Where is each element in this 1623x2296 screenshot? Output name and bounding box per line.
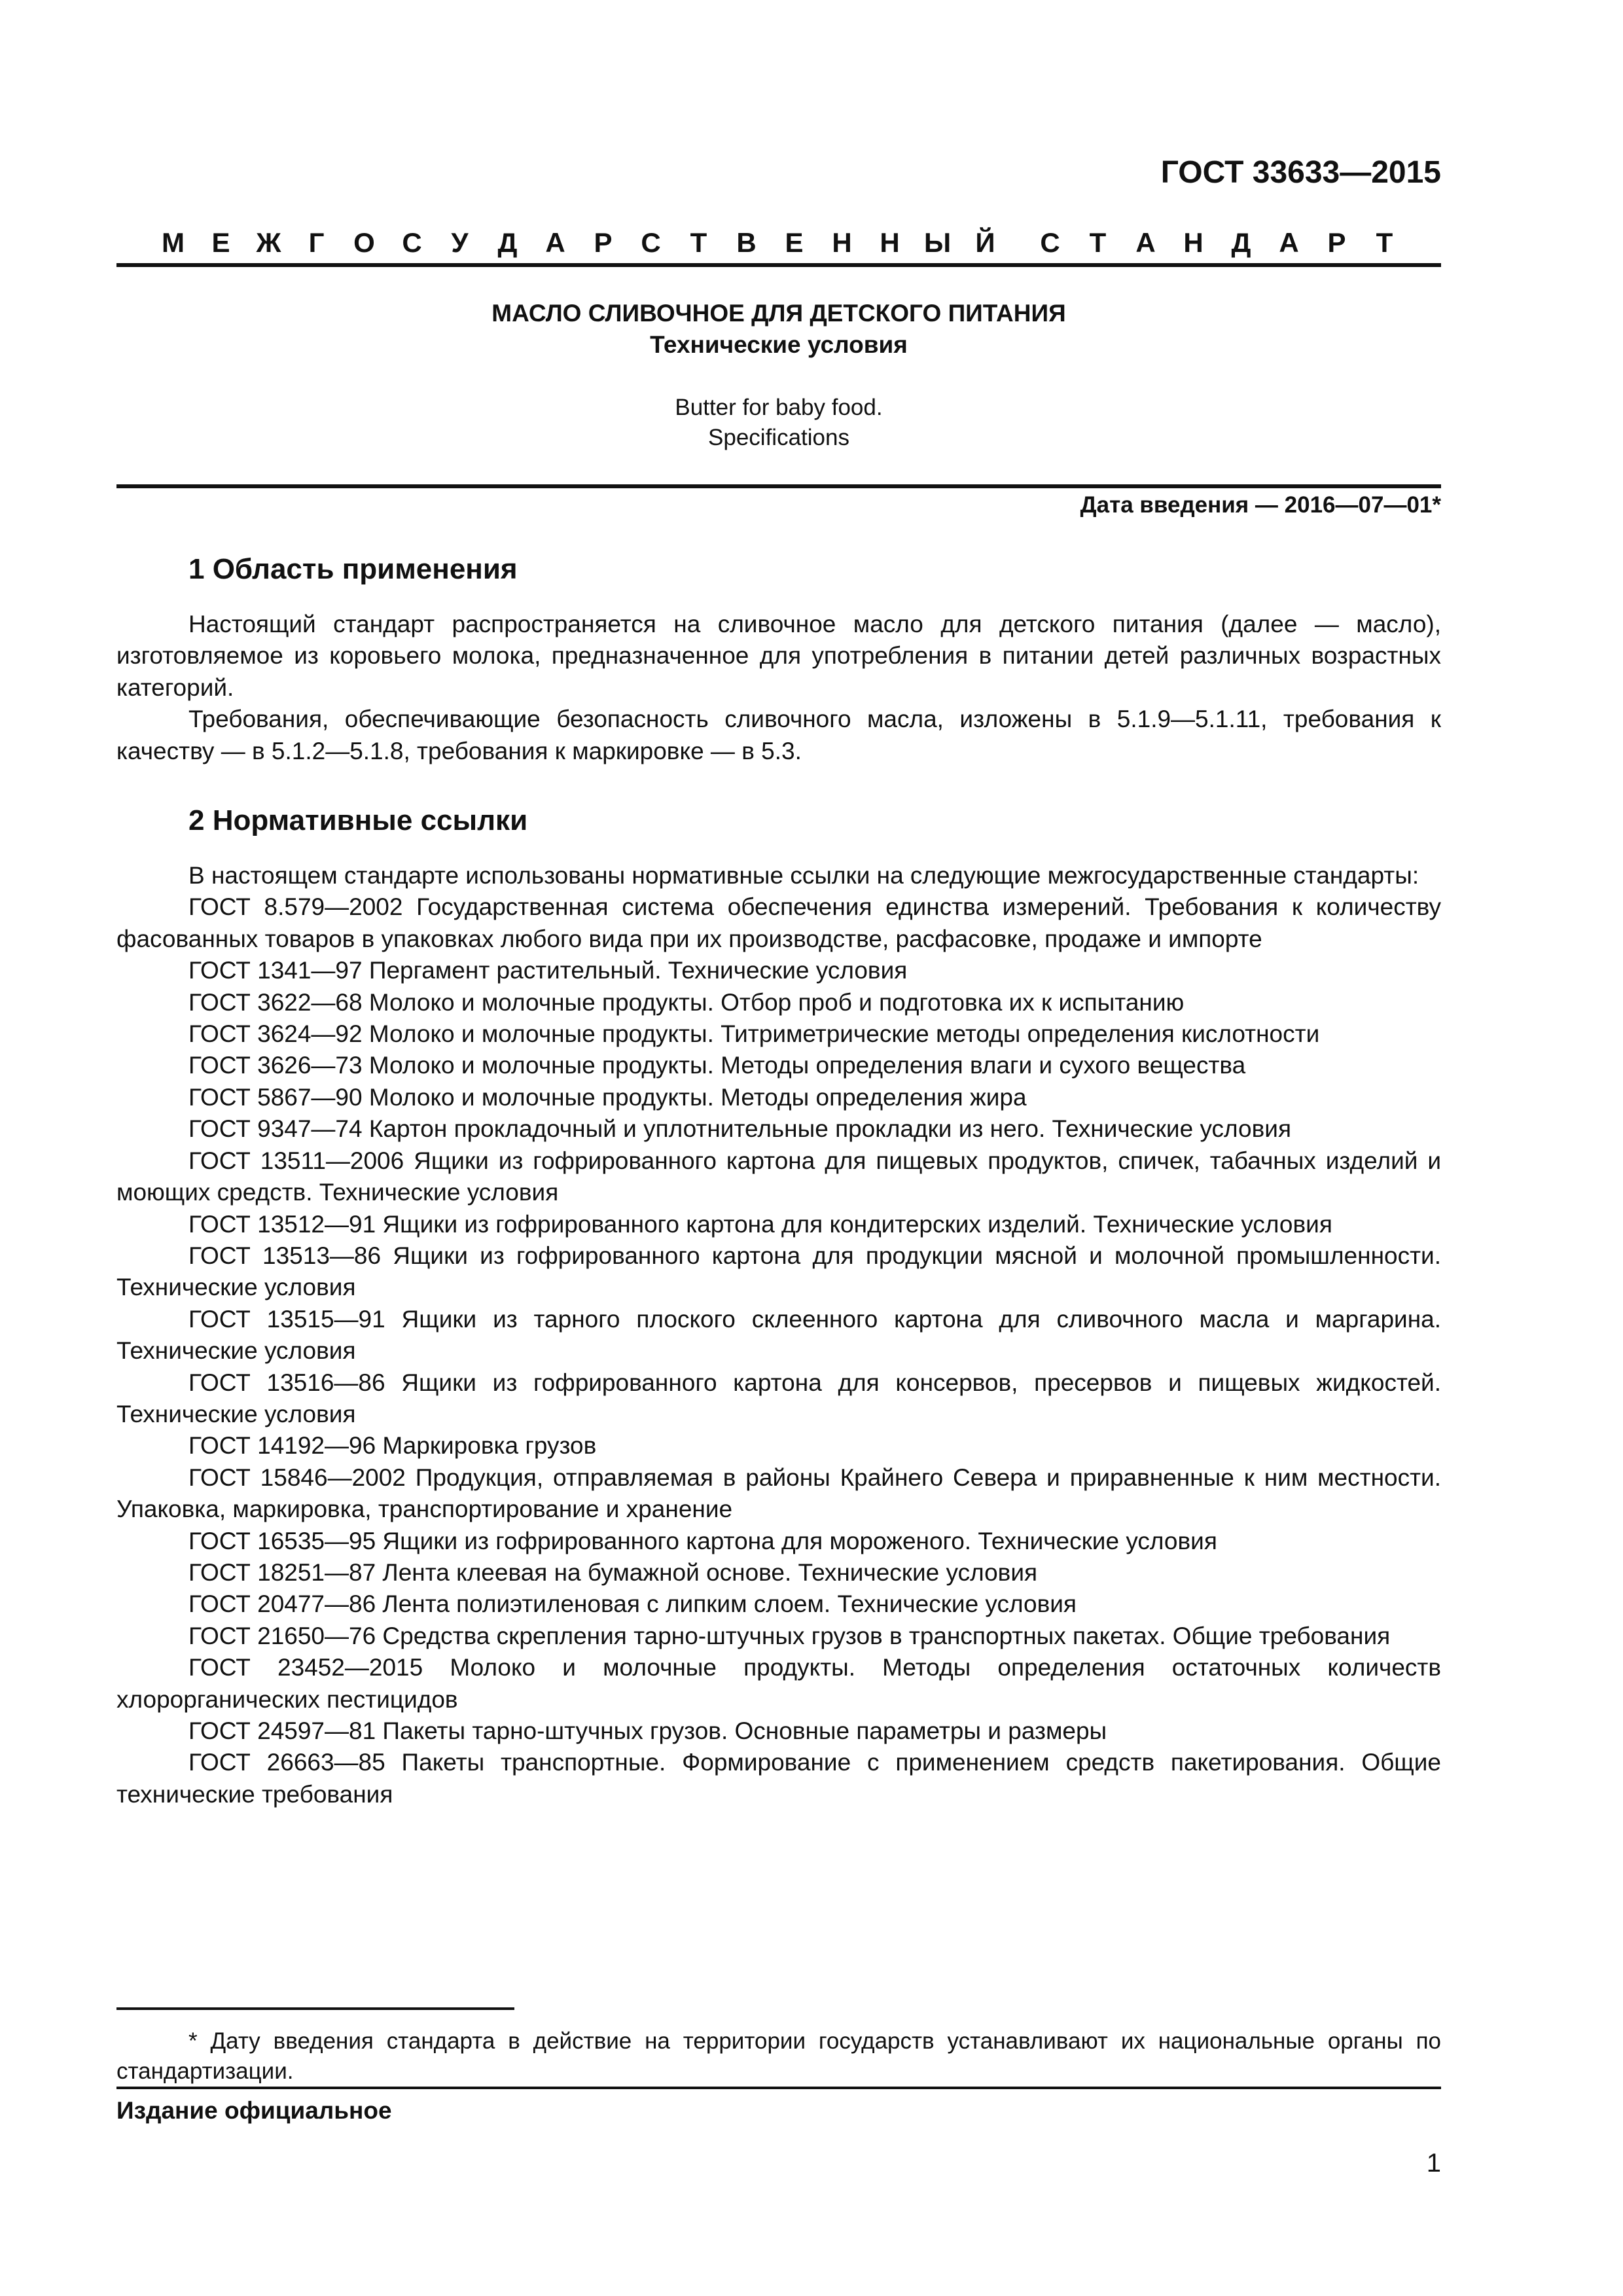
banner-letter: Р [1327,227,1346,258]
reference-item: ГОСТ 13512—91 Ящики из гофрированного картона для кондитерских изделий. Технические условия [188,1210,1332,1238]
reference-item: ГОСТ 1341—97 Пергамент растительный. Технические условия [188,957,908,984]
reference-item: ГОСТ 21650—76 Средства скрепления тарно-штучных грузов в транспортных пакетах. Общие требования [188,1622,1391,1649]
document-subtitle: Технические условия [650,331,908,358]
document-title: МАСЛО СЛИВОЧНОЕ ДЛЯ ДЕТСКОГО ПИТАНИЯ [491,300,1066,327]
banner-letter: Т [1089,227,1107,258]
reference-item: ГОСТ 16535—95 Ящики из гофрированного картона для мороженого. Технические условия [188,1527,1217,1554]
banner-word-interstate [149,226,1009,260]
banner-letter: В [736,227,757,258]
paragraph: В настоящем стандарте использованы нормативные ссылки на следующие межгосударственные стандарты: [188,862,1419,889]
paragraph: Настоящий стандарт распространяется на сливочное масло для детского питания (далее — масло), изготовляемое из коровьего молока, предназначенное для употребления в питании детей различных возрастных категорий. [116,611,1441,701]
banner-letter: О [353,227,375,258]
interstate-standard-banner [116,226,1441,260]
reference-item: ГОСТ 24597—81 Пакеты тарно-штучных грузов. Основные параметры и размеры [188,1717,1107,1744]
banner-letter: Е [211,227,230,258]
reference-item: ГОСТ 13516—86 Ящики из гофрированного картона для консервов, пресервов и пищевых жидкостей. Технические условия [116,1369,1441,1427]
document-body [116,550,1441,1810]
footnote: * Дату введения стандарта в действие на территории государств устанавливают их национальные органы по стандартизации. [116,2028,1441,2084]
banner-letter: Н [1183,227,1204,258]
paragraph: Требования, обеспечивающие безопасность сливочного масла, изложены в 5.1.9—5.1.11, требования к качеству — в 5.1.2—5.1.8, требования к маркировке — в 5.3. [116,706,1441,764]
reference-item: ГОСТ 14192—96 Маркировка грузов [188,1432,597,1460]
introduction-date: Дата введения — 2016—07—01* [1080,492,1441,518]
english-title-line: Butter for baby food. [675,395,883,420]
banner-letter: У [451,227,469,258]
banner-letter: С [402,227,422,258]
banner-letter: Е [785,227,804,258]
reference-item: ГОСТ 3626—73 Молоко и молочные продукты. Методы определения влаги и сухого вещества [188,1052,1246,1079]
section-heading-references: 2 Нормативные ссылки [188,804,528,837]
reference-item: ГОСТ 9347—74 Картон прокладочный и уплотнительные прокладки из него. Технические условия [188,1115,1291,1143]
banner-letter: Н [880,227,900,258]
reference-item: ГОСТ 5867—90 Молоко и молочные продукты. Методы определения жира [188,1083,1027,1111]
footnote-separator [116,2007,514,2010]
banner-letter: Ы [923,227,952,258]
banner-letter: Й [975,227,995,258]
reference-item: ГОСТ 13511—2006 Ящики из гофрированного картона для пищевых продуктов, спичек, табачных изделий и моющих средств. Технические условия [116,1147,1441,1206]
banner-letter: С [1040,227,1060,258]
reference-item: ГОСТ 26663—85 Пакеты транспортные. Формирование с применением средств пакетирования. Общие технические требования [116,1749,1441,1808]
banner-letter: А [1135,227,1156,258]
banner-letter: Д [1231,227,1251,258]
banner-letter: Ж [256,227,281,258]
banner-letter: С [641,227,661,258]
title-block [116,298,1441,361]
edition-label: Издание официальное [116,2097,392,2124]
banner-letter: Д [497,227,518,258]
banner-letter: Т [1376,227,1393,258]
banner-letter: Р [594,227,613,258]
document-number: ГОСТ 33633—2015 [1160,155,1441,190]
reference-item: ГОСТ 18251—87 Лента клеевая на бумажной основе. Технические условия [188,1558,1038,1586]
reference-item: ГОСТ 13513—86 Ящики из гофрированного картона для продукции мясной и молочной промышленности. Технические условия [116,1242,1441,1301]
english-title-line: Specifications [708,425,849,450]
banner-letter: Н [832,227,852,258]
page-number: 1 [1426,2149,1441,2178]
banner-letter: М [162,227,185,258]
reference-item: ГОСТ 8.579—2002 Государственная система обеспечения единства измерений. Требования к количеству фасованных товаров в упаковках любого вида при их производстве, расфасовке, продаже и импорте [116,893,1441,952]
banner-letter: А [545,227,565,258]
banner-letter: А [1279,227,1299,258]
footer-divider [116,2087,1441,2089]
banner-letter: Г [308,227,325,258]
document-page [116,0,1441,2296]
reference-item: ГОСТ 3624—92 Молоко и молочные продукты. Титриметрические методы определения кислотности [188,1020,1320,1048]
reference-item: ГОСТ 15846—2002 Продукция, отправляемая в районы Крайнего Севера и приравненные к ним местности. Упаковка, маркировка, транспортирование и хранение [116,1463,1441,1523]
section-heading-scope: 1 Область применения [188,553,518,585]
header-divider [116,263,1441,267]
english-title [116,393,1441,453]
banner-word-standard [1026,226,1408,260]
reference-item: ГОСТ 20477—86 Лента полиэтиленовая с липким слоем. Технические условия [188,1590,1077,1618]
title-divider [116,484,1441,488]
reference-item: ГОСТ 3622—68 Молоко и молочные продукты. Отбор проб и подготовка их к испытанию [188,988,1185,1016]
banner-letter: Т [690,227,707,258]
reference-item: ГОСТ 23452—2015 Молоко и молочные продукты. Методы определения остаточных количеств хлорорганических пестицидов [116,1654,1441,1713]
reference-item: ГОСТ 13515—91 Ящики из тарного плоского склеенного картона для сливочного масла и маргарина. Технические условия [116,1305,1441,1365]
